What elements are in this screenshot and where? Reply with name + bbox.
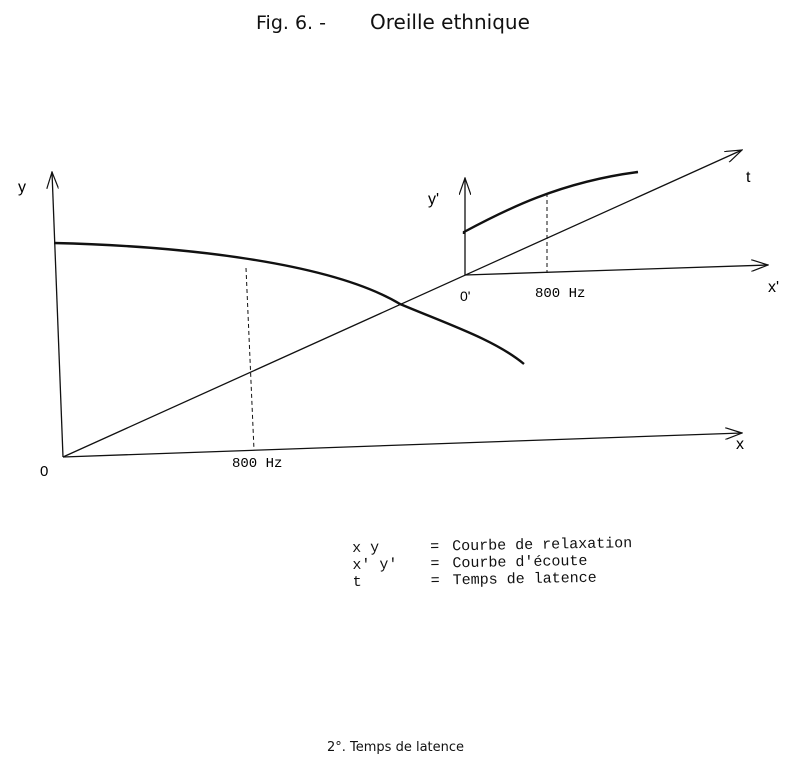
x-axis xyxy=(63,433,742,457)
legend-text: Temps de latence xyxy=(452,569,597,590)
x-prime-axis-label: x' xyxy=(768,279,780,296)
legend-symbol: t xyxy=(352,573,362,591)
y-axis xyxy=(52,172,63,457)
inset-freq-label: 800 Hz xyxy=(535,286,586,302)
legend-text: Courbe de relaxation xyxy=(451,535,633,556)
t-axis xyxy=(63,150,742,457)
origin-prime-label: 0' xyxy=(460,288,471,304)
caption-footer: 2°. Temps de latence xyxy=(327,740,465,755)
origin-label: 0 xyxy=(40,463,49,480)
main-freq-dashed-line xyxy=(246,268,254,450)
x-axis-label: x xyxy=(736,436,744,453)
y-prime-axis-label: y' xyxy=(428,191,440,208)
relaxation-curve xyxy=(54,243,524,364)
x-prime-axis xyxy=(465,265,768,275)
legend-equals: = xyxy=(430,555,440,573)
legend xyxy=(352,535,633,591)
legend-equals: = xyxy=(429,538,440,556)
figure-number: Fig. 6. - xyxy=(256,12,326,34)
y-axis-label: y xyxy=(18,179,26,196)
legend-symbol: x' y' xyxy=(352,556,398,574)
t-axis-label: t xyxy=(746,169,751,186)
figure-name: Oreille ethnique xyxy=(370,10,530,34)
main-freq-label: 800 Hz xyxy=(232,456,283,472)
legend-text: Courbe d'écoute xyxy=(452,552,588,573)
listening-curve xyxy=(464,172,638,234)
legend-equals: = xyxy=(430,572,440,590)
legend-symbol: x y xyxy=(352,539,380,557)
